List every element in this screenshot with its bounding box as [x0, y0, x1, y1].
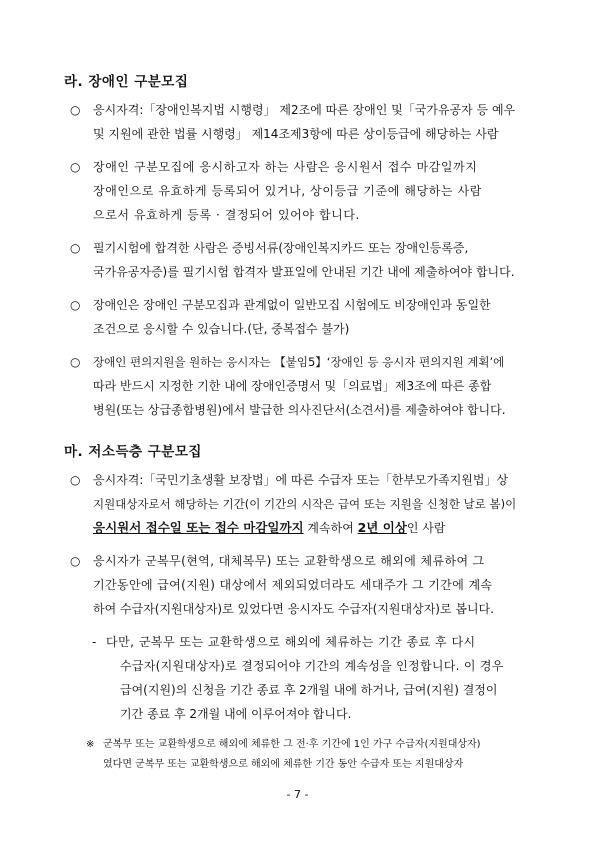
text-line: 하여 수급자(지원대상자)로 있었다면 응시자도 수급자(지원대상자)로 봅니다.	[93, 602, 494, 616]
text-line: 병원(또는 상급종합병원)에서 발급한 의사진단서(소견서)를 제출하여야 합니다.	[93, 403, 506, 417]
text-line: 응시자가 군복무(현역, 대체복무) 또는 교환학생으로 해외에 체류하여 그	[93, 554, 485, 568]
section-heading-disabled: 라. 장애인 구분모집	[64, 74, 189, 90]
text-line-emphasis	[93, 520, 445, 536]
note-line: 군복무 또는 교환학생으로 해외에 체류한 그 전·후 기간에 1인 가구 수급자(지원대상자)	[103, 739, 481, 750]
text-line: 조건으로 응시할 수 있습니다.(단, 중복접수 불가)	[93, 322, 350, 336]
text-line: 및 지원에 관한 법률 시행령」 제14조제3항에 따른 상이등급에 해당하는 사람	[93, 127, 499, 141]
text-line: 따라 반드시 지정한 기한 내에 장애인증명서 및「의료법」제3조에 따른 종합	[93, 379, 492, 393]
bullet-icon: ○	[70, 160, 81, 174]
text-line: 장애인으로 유효하게 등록되어 있거나, 상이등급 기준에 해당하는 사람	[93, 184, 482, 198]
text-line: 장애인은 장애인 구분모집과 관계없이 일반모집 시험에도 비장애인과 동일한	[93, 298, 491, 312]
bullet-icon: ○	[70, 298, 81, 312]
text-line: 장애인 편의지원을 원하는 응시자는 【붙임5】‘장애인 등 응시자 편의지원 계획’에	[93, 355, 505, 369]
text-line: 다만, 군복무 또는 교환학생으로 해외에 체류하는 기간 종료 후 다시	[106, 635, 476, 649]
dash-marker: -	[92, 635, 97, 649]
page-number: - 7 -	[286, 788, 309, 801]
text-fragment: 인 사람	[406, 521, 446, 535]
text-line: 기간 종료 후 2개월 내에 이루어져야 합니다.	[120, 707, 352, 721]
text-fragment: 계속하여	[303, 521, 358, 535]
text-line: 응시자격:「국민기초생활 보장법」에 따른 수급자 또는「한부모가족지원법」상	[93, 473, 509, 487]
text-line: 급여(지원)의 신청을 기간 종료 후 2개월 내에 하거나, 급여(지원) 결정이	[120, 683, 498, 697]
bullet-icon: ○	[70, 355, 81, 369]
emphasis-duration: 2년 이상	[357, 520, 407, 535]
bullet-icon: ○	[70, 241, 81, 255]
text-line: 필기시험에 합격한 사람은 증빙서류(장애인복지카드 또는 장애인등록증,	[93, 241, 469, 255]
text-line: 국가유공자증)를 필기시험 합격자 발표일에 안내된 기간 내에 제출하여야 합니다.	[93, 265, 515, 279]
text-line: 기간동안에 급여(지원) 대상에서 제외되었더라도 세대주가 그 기간에 계속	[93, 578, 493, 592]
emphasis-deadline: 응시원서 접수일 또는 접수 마감일까지	[93, 520, 304, 535]
text-line: 수급자(지원대상자)로 결정되어야 기간의 계속성을 인정합니다. 이 경우	[120, 659, 504, 673]
text-line: 응시자격:「장애인복지법 시행령」 제2조에 따른 장애인 및「국가유공자 등 예우	[93, 103, 516, 117]
note-mark: ※	[86, 739, 95, 750]
note-line: 였다면 군복무 또는 교환학생으로 해외에 체류한 기간 동안 수급자 또는 지원대상자	[103, 759, 464, 770]
text-line: 지원대상자로서 해당하는 기간(이 기간의 시작은 급여 또는 지원을 신청한 날로 봄)이	[93, 497, 517, 511]
section-heading-low-income: 마. 저소득층 구분모집	[64, 444, 202, 460]
bullet-icon: ○	[70, 103, 81, 117]
text-line: 장애인 구분모집에 응시하고자 하는 사람은 응시원서 접수 마감일까지	[93, 160, 478, 174]
bullet-icon: ○	[70, 554, 81, 568]
text-line: 으로서 유효하게 등록 · 결정되어 있어야 합니다.	[93, 208, 360, 222]
bullet-icon: ○	[70, 473, 81, 487]
